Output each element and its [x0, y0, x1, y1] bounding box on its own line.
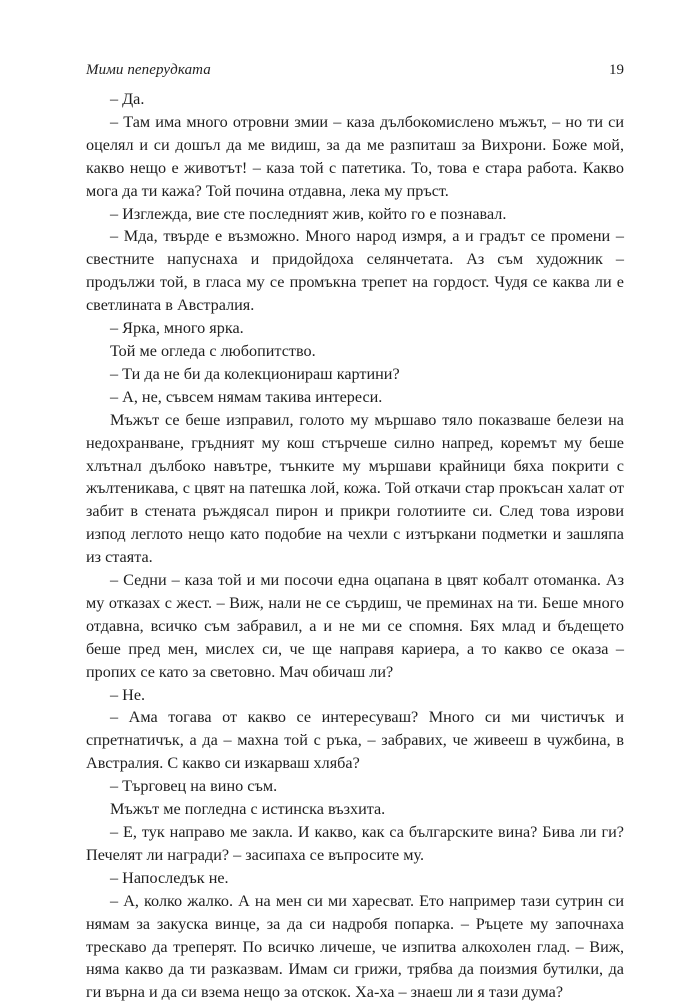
paragraph: – Търговец на вино съм. [110, 777, 278, 796]
paragraph: – Ама тогава от какво се интересуваш? Много си ми чистичък и спретнатичък, а да – махна той с ръка, – забравих, че живееш в чужбина, в Австралия. С какво си изкарваш хляба? [86, 708, 624, 773]
paragraph: – А, колко жалко. А на мен си ми харесват. Ето например тази сутрин си нямам за закуска винце, за да си надробя попарка. – Ръцете му започнаха трескаво да треперят. По всичко личеше, че изпитва алкохолен глад. – Виж, няма какво да ти разказвам. Имам си грижи, трябва да поизмия бутилки, да ги върна и да си взема нещо за отскок. Ха-ха – знаеш ли я тази дума? [86, 891, 624, 1002]
paragraph: Той ме огледа с любопитство. [110, 341, 316, 360]
page-number: 19 [609, 62, 624, 78]
body-text [86, 88, 624, 1004]
paragraph: – Изглежда, вие сте последният жив, който го е познавал. [110, 204, 507, 223]
paragraph: – Седни – каза той и ми посочи една оцапана в цвят кобалт отоманка. Аз му отказах с жест. – Виж, нали не се сърдиш, че преминах на ти. Беше много отдавна, всичко съм забравил, а и не ми се спомня. Бях млад и бъдещето беше пред мен, мислех си, че ще направя кариера, а то какво се оказа – пропих се като за световно. Мач обичаш ли? [86, 571, 624, 681]
page-header [86, 58, 624, 88]
book-page [86, 58, 624, 1004]
paragraph: – Мда, твърде е възможно. Много народ измря, а и градът се промени – свестните напуснаха и придойдоха селянчетата. Аз съм художник – продължи той, в гласа му се промъкна трепет на гордост. Чудя се каква ли е светлината в Австралия. [86, 227, 624, 315]
paragraph: – А, не, съвсем нямам такива интереси. [110, 387, 383, 406]
paragraph: – Напоследък не. [110, 868, 229, 887]
paragraph: – Да. [110, 90, 145, 108]
paragraph: Мъжът ме погледна с истинска възхита. [110, 800, 386, 819]
paragraph: – Ти да не би да колекционираш картини? [110, 364, 400, 383]
paragraph: – Там има много отровни змии – каза дълбокомислено мъжът, – но ти си оцелял и си дошъл да ме видиш, за да ме разпиташ за Вихрони. Боже мой, какво нещо е животът! – каза той с патетика. То, това е стара работа. Какво мога да ти кажа? Той почина отдавна, лека му пръст. [86, 112, 624, 200]
running-title: Мими пеперудката [86, 62, 211, 78]
paragraph: – Е, тук направо ме закла. И какво, как са българските вина? Бива ли ги? Печелят ли награди? – засипаха се въпросите му. [86, 823, 624, 864]
paragraph: – Не. [110, 685, 146, 704]
paragraph: Мъжът се беше изправил, голото му мършаво тяло показваше белези на недохранване, гръдният му кош стърчеше силно напред, коремът му беше хлътнал дълбоко навътре, тънките му мършави крайници бяха покрити с жълтеникава, с цвят на патешка лой, кожа. Той откачи стар прокъсан халат от забит в стената ръждясал пирон и прикри голотиите си. След това изрови изпод леглото нещо като подобие на чехли с изтъркани подметки и зашляпа из стаята. [86, 410, 624, 567]
paragraph: – Ярка, много ярка. [110, 319, 244, 338]
